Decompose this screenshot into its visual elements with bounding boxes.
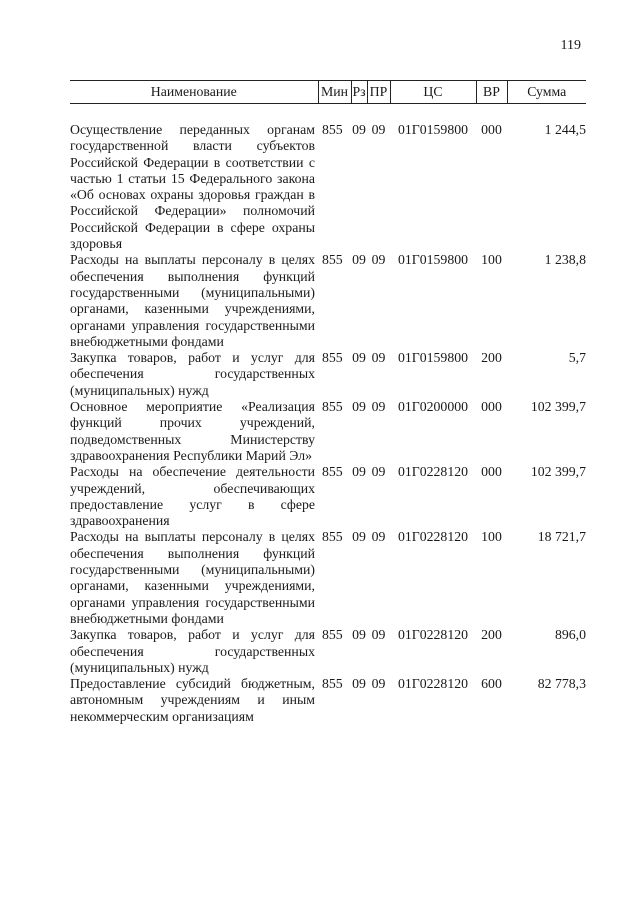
row-pr: 09	[371, 350, 386, 366]
header-vr: ВР	[476, 81, 507, 104]
row-rz: 09	[352, 627, 366, 643]
row-name: Расходы на обеспечение деятельности учреждений, обеспечивающих предоставление услуг в сфере здравоохранения	[70, 464, 315, 529]
row-min: 855	[322, 627, 343, 643]
table-row	[70, 104, 586, 253]
row-rz: 09	[352, 122, 366, 137]
row-rz: 09	[352, 399, 366, 415]
row-min: 855	[322, 464, 343, 480]
row-pr: 09	[371, 529, 386, 545]
row-min: 855	[322, 399, 343, 415]
table-row	[70, 529, 586, 627]
header-name: Наименование	[70, 81, 318, 104]
row-rz: 09	[352, 252, 366, 268]
row-vr: 000	[481, 464, 502, 480]
table-row	[70, 464, 586, 529]
row-sum: 18 721,7	[537, 529, 586, 545]
row-sum: 5,7	[568, 350, 586, 366]
row-rz: 09	[352, 464, 366, 480]
table-row	[70, 627, 586, 676]
row-name: Расходы на выплаты персоналу в целях обеспечения выполнения функций государственными (муниципальными) органами, казенными учреждениями, органами управления государственными внебюджетными фондами	[70, 529, 315, 626]
row-sum: 82 778,3	[537, 676, 586, 692]
row-sum: 1 244,5	[544, 122, 586, 137]
row-cs: 01Г0228120	[397, 464, 469, 480]
row-name: Закупка товаров, работ и услуг для обеспечения государственных (муниципальных) нужд	[70, 627, 315, 675]
row-cs: 01Г0159800	[397, 122, 469, 137]
row-rz: 09	[352, 350, 366, 366]
row-pr: 09	[371, 627, 386, 643]
row-cs: 01Г0228120	[397, 676, 469, 692]
row-name: Расходы на выплаты персоналу в целях обеспечения выполнения функций государственными (муниципальными) органами, казенными учреждениями, органами управления государственными внебюджетными фондами	[70, 252, 315, 349]
row-name: Основное мероприятие «Реализация функций прочих учреждений, подведомственных Министерству здравоохранения Республики Марий Эл»	[70, 399, 315, 463]
row-vr: 200	[481, 350, 502, 366]
row-min: 855	[322, 676, 343, 692]
row-vr: 100	[481, 529, 502, 545]
row-vr: 000	[481, 122, 502, 137]
row-sum: 102 399,7	[530, 464, 586, 480]
row-pr: 09	[371, 399, 386, 415]
row-cs: 01Г0200000	[397, 399, 469, 415]
row-min: 855	[322, 122, 343, 137]
budget-table	[70, 80, 586, 725]
row-name: Предоставление субсидий бюджетным, автономным учреждениям и иным некоммерческим организациям	[70, 676, 315, 724]
row-cs: 01Г0159800	[397, 350, 469, 366]
row-min: 855	[322, 529, 343, 545]
row-min: 855	[322, 350, 343, 366]
table-row	[70, 350, 586, 399]
header-min: Мин	[318, 81, 351, 104]
table-row	[70, 252, 586, 350]
row-vr: 200	[481, 627, 502, 643]
header-cs: ЦС	[390, 81, 476, 104]
row-name: Осуществление переданных органам государственной власти субъектов Российской Федерации в соответствии с частью 1 статьи 15 Федерального закона «Об основах охраны здоровья граждан в Российской Федерации» полномочий Российской Федерации в сфере охраны здоровья	[70, 122, 315, 252]
row-sum: 102 399,7	[530, 399, 586, 415]
page-number: 119	[560, 38, 581, 53]
table-row	[70, 399, 586, 464]
row-cs: 01Г0159800	[397, 252, 469, 268]
table-row	[70, 676, 586, 725]
row-sum: 896,0	[554, 627, 586, 643]
row-pr: 09	[371, 252, 386, 268]
table-header-row	[70, 81, 586, 104]
row-vr: 000	[481, 399, 502, 415]
row-pr: 09	[371, 464, 386, 480]
row-min: 855	[322, 252, 343, 268]
row-cs: 01Г0228120	[397, 529, 469, 545]
row-vr: 100	[481, 252, 502, 268]
row-vr: 600	[481, 676, 502, 692]
header-sum: Сумма	[507, 81, 586, 104]
row-pr: 09	[371, 122, 386, 137]
row-name: Закупка товаров, работ и услуг для обеспечения государственных (муниципальных) нужд	[70, 350, 315, 398]
row-cs: 01Г0228120	[397, 627, 469, 643]
row-rz: 09	[352, 676, 366, 692]
row-pr: 09	[371, 676, 386, 692]
header-pr: ПР	[367, 81, 390, 104]
row-sum: 1 238,8	[544, 252, 586, 268]
header-rz: Рз	[351, 81, 367, 104]
row-rz: 09	[352, 529, 366, 545]
